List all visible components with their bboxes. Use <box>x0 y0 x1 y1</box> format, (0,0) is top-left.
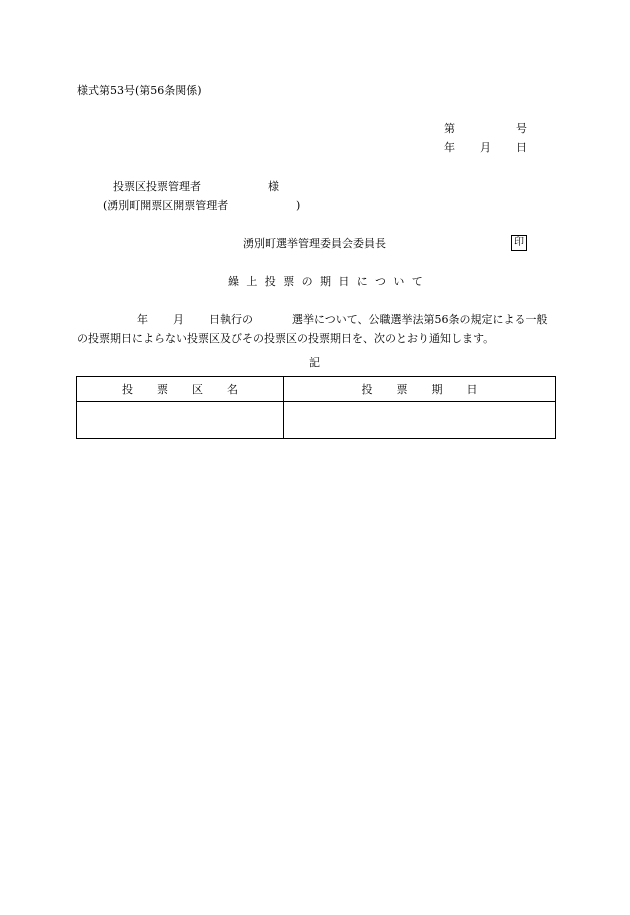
cell-voting-date <box>284 402 556 439</box>
body-month: 月 <box>173 313 184 326</box>
table-row <box>77 402 556 439</box>
cell-district-name <box>77 402 284 439</box>
body-line-2: の投票期日によらない投票区及びその投票区の投票期日を、次のとおり通知します。 <box>77 332 495 345</box>
ki-label: 記 <box>309 356 320 369</box>
recipient-title: 投票区投票管理者 <box>113 180 201 193</box>
header-voting-date: 投票期日 <box>284 377 556 402</box>
date-month: 月 <box>480 141 491 154</box>
number-suffix: 号 <box>516 122 527 135</box>
recipient-line-1 <box>113 180 279 194</box>
form-label: 様式第53号(第56条関係) <box>77 84 202 97</box>
recipient-alt-title: (湧別町開票区開票管理者 <box>103 199 229 212</box>
body-part-1: 日執行の <box>209 313 253 326</box>
subject-title: 繰上投票の期日について <box>228 275 431 288</box>
body-part-2: 選挙について、公職選挙法第56条の規定による一般 <box>292 313 548 326</box>
date-day: 日 <box>516 141 527 154</box>
date-year: 年 <box>444 141 455 154</box>
recipient-honorific: 様 <box>268 180 279 193</box>
number-prefix: 第 <box>444 122 455 135</box>
table-header-row <box>77 377 556 402</box>
recipient-line-2 <box>103 199 301 213</box>
body-year: 年 <box>137 313 148 326</box>
seal-mark: 印 <box>511 235 527 251</box>
recipient-close-paren: ) <box>296 199 301 212</box>
header-district-name: 投票区名 <box>77 377 284 402</box>
schedule-table <box>76 376 556 439</box>
sender: 湧別町選挙管理委員会委員長 <box>243 237 386 250</box>
